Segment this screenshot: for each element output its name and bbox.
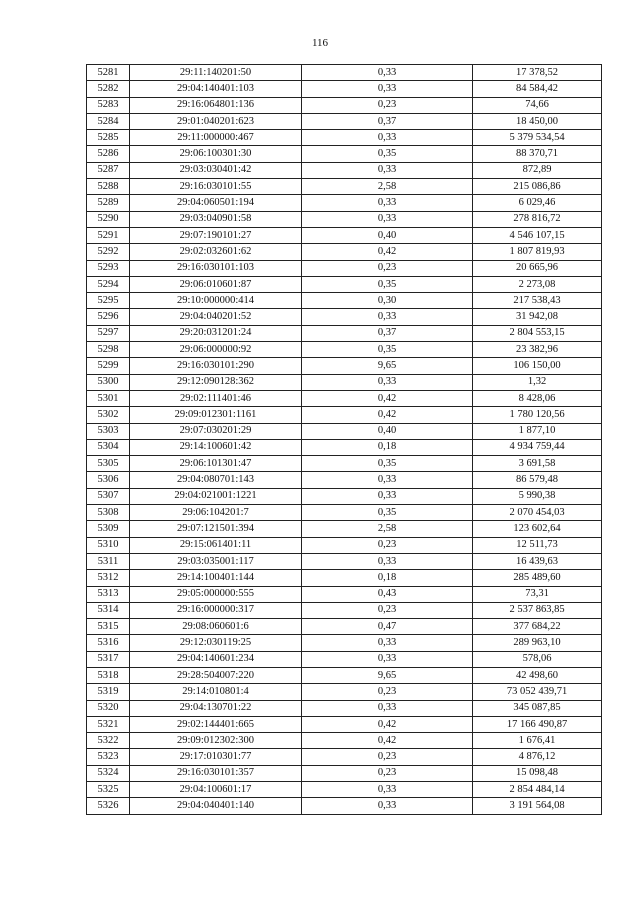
cadastral-number-cell: 29:06:101301:47 bbox=[130, 456, 302, 472]
row-number-cell: 5309 bbox=[87, 521, 130, 537]
amount-cell: 1 780 120,56 bbox=[473, 407, 602, 423]
cadastral-number-cell: 29:08:060601:6 bbox=[130, 619, 302, 635]
amount-cell: 377 684,22 bbox=[473, 619, 602, 635]
table-row bbox=[87, 130, 602, 146]
cadastral-number-cell: 29:04:021001:1221 bbox=[130, 488, 302, 504]
rate-cell: 0,33 bbox=[302, 700, 473, 716]
table-row bbox=[87, 716, 602, 732]
table-row bbox=[87, 635, 602, 651]
row-number-cell: 5317 bbox=[87, 651, 130, 667]
table-row bbox=[87, 309, 602, 325]
cadastral-number-cell: 29:14:010801:4 bbox=[130, 684, 302, 700]
amount-cell: 16 439,63 bbox=[473, 553, 602, 569]
row-number-cell: 5310 bbox=[87, 537, 130, 553]
cadastral-number-cell: 29:16:000000:317 bbox=[130, 602, 302, 618]
cadastral-number-cell: 29:14:100401:144 bbox=[130, 570, 302, 586]
rate-cell: 0,23 bbox=[302, 749, 473, 765]
rate-cell: 2,58 bbox=[302, 521, 473, 537]
row-number-cell: 5293 bbox=[87, 260, 130, 276]
rate-cell: 0,33 bbox=[302, 488, 473, 504]
cadastral-number-cell: 29:03:035001:117 bbox=[130, 553, 302, 569]
table-row bbox=[87, 97, 602, 113]
row-number-cell: 5298 bbox=[87, 342, 130, 358]
rate-cell: 0,37 bbox=[302, 113, 473, 129]
cadastral-number-cell: 29:15:061401:11 bbox=[130, 537, 302, 553]
amount-cell: 86 579,48 bbox=[473, 472, 602, 488]
row-number-cell: 5316 bbox=[87, 635, 130, 651]
rate-cell: 0,35 bbox=[302, 146, 473, 162]
row-number-cell: 5292 bbox=[87, 244, 130, 260]
rate-cell: 0,37 bbox=[302, 325, 473, 341]
table-row bbox=[87, 782, 602, 798]
data-table bbox=[86, 64, 602, 815]
rate-cell: 0,35 bbox=[302, 505, 473, 521]
cadastral-number-cell: 29:07:121501:394 bbox=[130, 521, 302, 537]
row-number-cell: 5284 bbox=[87, 113, 130, 129]
rate-cell: 0,40 bbox=[302, 227, 473, 243]
table-row bbox=[87, 342, 602, 358]
row-number-cell: 5286 bbox=[87, 146, 130, 162]
rate-cell: 0,18 bbox=[302, 570, 473, 586]
table-row bbox=[87, 260, 602, 276]
cadastral-number-cell: 29:10:000000:414 bbox=[130, 293, 302, 309]
amount-cell: 345 087,85 bbox=[473, 700, 602, 716]
rate-cell: 0,33 bbox=[302, 553, 473, 569]
row-number-cell: 5295 bbox=[87, 293, 130, 309]
amount-cell: 123 602,64 bbox=[473, 521, 602, 537]
rate-cell: 0,23 bbox=[302, 684, 473, 700]
amount-cell: 1 676,41 bbox=[473, 733, 602, 749]
table-row bbox=[87, 749, 602, 765]
rate-cell: 0,40 bbox=[302, 423, 473, 439]
row-number-cell: 5299 bbox=[87, 358, 130, 374]
amount-cell: 18 450,00 bbox=[473, 113, 602, 129]
rate-cell: 0,43 bbox=[302, 586, 473, 602]
amount-cell: 8 428,06 bbox=[473, 390, 602, 406]
cadastral-number-cell: 29:01:040201:623 bbox=[130, 113, 302, 129]
rate-cell: 0,42 bbox=[302, 407, 473, 423]
row-number-cell: 5326 bbox=[87, 798, 130, 814]
table-row bbox=[87, 162, 602, 178]
amount-cell: 106 150,00 bbox=[473, 358, 602, 374]
rate-cell: 0,47 bbox=[302, 619, 473, 635]
cadastral-number-cell: 29:04:060501:194 bbox=[130, 195, 302, 211]
row-number-cell: 5321 bbox=[87, 716, 130, 732]
table-row bbox=[87, 325, 602, 341]
table-row bbox=[87, 407, 602, 423]
row-number-cell: 5312 bbox=[87, 570, 130, 586]
rate-cell: 2,58 bbox=[302, 179, 473, 195]
rate-cell: 0,42 bbox=[302, 716, 473, 732]
cadastral-number-cell: 29:16:064801:136 bbox=[130, 97, 302, 113]
table-row bbox=[87, 798, 602, 814]
amount-cell: 6 029,46 bbox=[473, 195, 602, 211]
amount-cell: 217 538,43 bbox=[473, 293, 602, 309]
row-number-cell: 5323 bbox=[87, 749, 130, 765]
table-row bbox=[87, 651, 602, 667]
row-number-cell: 5291 bbox=[87, 227, 130, 243]
row-number-cell: 5315 bbox=[87, 619, 130, 635]
table-row bbox=[87, 472, 602, 488]
cadastral-number-cell: 29:07:030201:29 bbox=[130, 423, 302, 439]
amount-cell: 3 191 564,08 bbox=[473, 798, 602, 814]
row-number-cell: 5288 bbox=[87, 179, 130, 195]
table-body bbox=[87, 65, 602, 815]
rate-cell: 0,33 bbox=[302, 309, 473, 325]
cadastral-number-cell: 29:04:130701:22 bbox=[130, 700, 302, 716]
row-number-cell: 5283 bbox=[87, 97, 130, 113]
row-number-cell: 5289 bbox=[87, 195, 130, 211]
table-row bbox=[87, 700, 602, 716]
cadastral-number-cell: 29:02:111401:46 bbox=[130, 390, 302, 406]
table-row bbox=[87, 358, 602, 374]
row-number-cell: 5304 bbox=[87, 439, 130, 455]
amount-cell: 1 877,10 bbox=[473, 423, 602, 439]
amount-cell: 73,31 bbox=[473, 586, 602, 602]
amount-cell: 578,06 bbox=[473, 651, 602, 667]
table-row bbox=[87, 602, 602, 618]
table-row bbox=[87, 65, 602, 81]
cadastral-number-cell: 29:09:012302:300 bbox=[130, 733, 302, 749]
rate-cell: 0,18 bbox=[302, 439, 473, 455]
cadastral-number-cell: 29:09:012301:1161 bbox=[130, 407, 302, 423]
rate-cell: 0,33 bbox=[302, 81, 473, 97]
rate-cell: 0,33 bbox=[302, 635, 473, 651]
table-row bbox=[87, 765, 602, 781]
cadastral-number-cell: 29:03:030401:42 bbox=[130, 162, 302, 178]
cadastral-number-cell: 29:16:030101:357 bbox=[130, 765, 302, 781]
cadastral-number-cell: 29:14:100601:42 bbox=[130, 439, 302, 455]
amount-cell: 84 584,42 bbox=[473, 81, 602, 97]
cadastral-number-cell: 29:03:040901:58 bbox=[130, 211, 302, 227]
rate-cell: 0,33 bbox=[302, 195, 473, 211]
row-number-cell: 5318 bbox=[87, 667, 130, 683]
amount-cell: 31 942,08 bbox=[473, 309, 602, 325]
table-row bbox=[87, 227, 602, 243]
amount-cell: 1 807 819,93 bbox=[473, 244, 602, 260]
row-number-cell: 5308 bbox=[87, 505, 130, 521]
row-number-cell: 5305 bbox=[87, 456, 130, 472]
cadastral-number-cell: 29:04:140401:103 bbox=[130, 81, 302, 97]
row-number-cell: 5306 bbox=[87, 472, 130, 488]
row-number-cell: 5287 bbox=[87, 162, 130, 178]
table-row bbox=[87, 146, 602, 162]
amount-cell: 4 876,12 bbox=[473, 749, 602, 765]
row-number-cell: 5319 bbox=[87, 684, 130, 700]
table-row bbox=[87, 570, 602, 586]
row-number-cell: 5285 bbox=[87, 130, 130, 146]
table-row bbox=[87, 505, 602, 521]
table-row bbox=[87, 244, 602, 260]
rate-cell: 0,35 bbox=[302, 276, 473, 292]
cadastral-number-cell: 29:11:140201:50 bbox=[130, 65, 302, 81]
row-number-cell: 5325 bbox=[87, 782, 130, 798]
cadastral-number-cell: 29:06:100301:30 bbox=[130, 146, 302, 162]
cadastral-number-cell: 29:07:190101:27 bbox=[130, 227, 302, 243]
rate-cell: 9,65 bbox=[302, 358, 473, 374]
amount-cell: 17 378,52 bbox=[473, 65, 602, 81]
cadastral-number-cell: 29:06:104201:7 bbox=[130, 505, 302, 521]
rate-cell: 0,23 bbox=[302, 765, 473, 781]
table-row bbox=[87, 553, 602, 569]
table-row bbox=[87, 374, 602, 390]
amount-cell: 872,89 bbox=[473, 162, 602, 178]
amount-cell: 1,32 bbox=[473, 374, 602, 390]
rate-cell: 0,33 bbox=[302, 162, 473, 178]
amount-cell: 88 370,71 bbox=[473, 146, 602, 162]
rate-cell: 0,33 bbox=[302, 130, 473, 146]
amount-cell: 285 489,60 bbox=[473, 570, 602, 586]
table-row bbox=[87, 113, 602, 129]
cadastral-number-cell: 29:11:000000:467 bbox=[130, 130, 302, 146]
row-number-cell: 5281 bbox=[87, 65, 130, 81]
rate-cell: 0,42 bbox=[302, 733, 473, 749]
row-number-cell: 5282 bbox=[87, 81, 130, 97]
row-number-cell: 5303 bbox=[87, 423, 130, 439]
cadastral-number-cell: 29:06:000000:92 bbox=[130, 342, 302, 358]
cadastral-number-cell: 29:20:031201:24 bbox=[130, 325, 302, 341]
amount-cell: 20 665,96 bbox=[473, 260, 602, 276]
amount-cell: 17 166 490,87 bbox=[473, 716, 602, 732]
table-row bbox=[87, 488, 602, 504]
cadastral-number-cell: 29:04:040401:140 bbox=[130, 798, 302, 814]
rate-cell: 0,23 bbox=[302, 602, 473, 618]
cadastral-number-cell: 29:04:040201:52 bbox=[130, 309, 302, 325]
row-number-cell: 5320 bbox=[87, 700, 130, 716]
amount-cell: 215 086,86 bbox=[473, 179, 602, 195]
amount-cell: 5 990,38 bbox=[473, 488, 602, 504]
amount-cell: 74,66 bbox=[473, 97, 602, 113]
amount-cell: 3 691,58 bbox=[473, 456, 602, 472]
amount-cell: 289 963,10 bbox=[473, 635, 602, 651]
table-row bbox=[87, 211, 602, 227]
table-row bbox=[87, 733, 602, 749]
table-row bbox=[87, 179, 602, 195]
amount-cell: 42 498,60 bbox=[473, 667, 602, 683]
rate-cell: 0,42 bbox=[302, 244, 473, 260]
cadastral-number-cell: 29:16:030101:290 bbox=[130, 358, 302, 374]
rate-cell: 0,33 bbox=[302, 651, 473, 667]
cadastral-number-cell: 29:12:030119:25 bbox=[130, 635, 302, 651]
row-number-cell: 5302 bbox=[87, 407, 130, 423]
table-row bbox=[87, 195, 602, 211]
row-number-cell: 5290 bbox=[87, 211, 130, 227]
amount-cell: 2 854 484,14 bbox=[473, 782, 602, 798]
amount-cell: 4 934 759,44 bbox=[473, 439, 602, 455]
row-number-cell: 5300 bbox=[87, 374, 130, 390]
row-number-cell: 5307 bbox=[87, 488, 130, 504]
rate-cell: 0,33 bbox=[302, 65, 473, 81]
table-row bbox=[87, 619, 602, 635]
cadastral-number-cell: 29:04:100601:17 bbox=[130, 782, 302, 798]
cadastral-number-cell: 29:02:144401:665 bbox=[130, 716, 302, 732]
cadastral-number-cell: 29:17:010301:77 bbox=[130, 749, 302, 765]
cadastral-number-cell: 29:12:090128:362 bbox=[130, 374, 302, 390]
row-number-cell: 5297 bbox=[87, 325, 130, 341]
rate-cell: 0,35 bbox=[302, 456, 473, 472]
row-number-cell: 5313 bbox=[87, 586, 130, 602]
rate-cell: 0,33 bbox=[302, 472, 473, 488]
row-number-cell: 5322 bbox=[87, 733, 130, 749]
cadastral-number-cell: 29:04:140601:234 bbox=[130, 651, 302, 667]
amount-cell: 15 098,48 bbox=[473, 765, 602, 781]
table-row bbox=[87, 439, 602, 455]
page-number: 116 bbox=[311, 37, 329, 49]
table-row bbox=[87, 537, 602, 553]
cadastral-number-cell: 29:06:010601:87 bbox=[130, 276, 302, 292]
amount-cell: 2 070 454,03 bbox=[473, 505, 602, 521]
rate-cell: 9,65 bbox=[302, 667, 473, 683]
row-number-cell: 5311 bbox=[87, 553, 130, 569]
table-row bbox=[87, 423, 602, 439]
amount-cell: 4 546 107,15 bbox=[473, 227, 602, 243]
table-row bbox=[87, 667, 602, 683]
rate-cell: 0,23 bbox=[302, 97, 473, 113]
rate-cell: 0,33 bbox=[302, 211, 473, 227]
row-number-cell: 5294 bbox=[87, 276, 130, 292]
row-number-cell: 5314 bbox=[87, 602, 130, 618]
table-row bbox=[87, 456, 602, 472]
amount-cell: 278 816,72 bbox=[473, 211, 602, 227]
amount-cell: 12 511,73 bbox=[473, 537, 602, 553]
table-row bbox=[87, 586, 602, 602]
rate-cell: 0,33 bbox=[302, 798, 473, 814]
rate-cell: 0,33 bbox=[302, 782, 473, 798]
cadastral-number-cell: 29:16:030101:103 bbox=[130, 260, 302, 276]
amount-cell: 2 273,08 bbox=[473, 276, 602, 292]
table-row bbox=[87, 684, 602, 700]
rate-cell: 0,35 bbox=[302, 342, 473, 358]
cadastral-number-cell: 29:16:030101:55 bbox=[130, 179, 302, 195]
table-row bbox=[87, 293, 602, 309]
amount-cell: 2 537 863,85 bbox=[473, 602, 602, 618]
row-number-cell: 5296 bbox=[87, 309, 130, 325]
row-number-cell: 5324 bbox=[87, 765, 130, 781]
amount-cell: 2 804 553,15 bbox=[473, 325, 602, 341]
cadastral-number-cell: 29:28:504007:220 bbox=[130, 667, 302, 683]
cadastral-number-cell: 29:02:032601:62 bbox=[130, 244, 302, 260]
rate-cell: 0,30 bbox=[302, 293, 473, 309]
cadastral-number-cell: 29:05:000000:555 bbox=[130, 586, 302, 602]
rate-cell: 0,23 bbox=[302, 260, 473, 276]
table-row bbox=[87, 521, 602, 537]
amount-cell: 23 382,96 bbox=[473, 342, 602, 358]
rate-cell: 0,42 bbox=[302, 390, 473, 406]
table-row bbox=[87, 276, 602, 292]
rate-cell: 0,33 bbox=[302, 374, 473, 390]
rate-cell: 0,23 bbox=[302, 537, 473, 553]
amount-cell: 73 052 439,71 bbox=[473, 684, 602, 700]
amount-cell: 5 379 534,54 bbox=[473, 130, 602, 146]
row-number-cell: 5301 bbox=[87, 390, 130, 406]
table-row bbox=[87, 390, 602, 406]
table-row bbox=[87, 81, 602, 97]
cadastral-number-cell: 29:04:080701:143 bbox=[130, 472, 302, 488]
